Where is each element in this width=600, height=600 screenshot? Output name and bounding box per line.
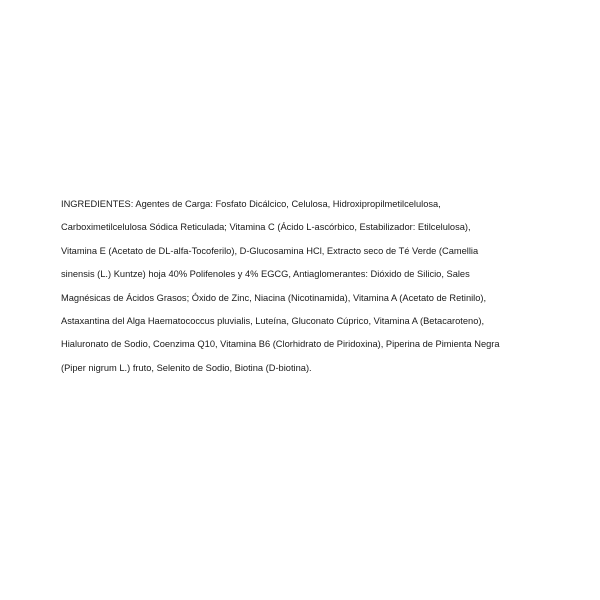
ingredients-line: Carboximetilcelulosa Sódica Reticulada; Vitamina C (Ácido L-ascórbico, Estabilizador: Etilcelulosa), (61, 222, 471, 233)
ingredients-line: Magnésicas de Ácidos Grasos; Óxido de Zinc, Niacina (Nicotinamida), Vitamina A (Acetato de Retinilo), (61, 292, 487, 303)
ingredients-line: (Piper nigrum L.) fruto, Selenito de Sodio, Biotina (D-biotina). (61, 362, 312, 373)
ingredients-line: sinensis (L.) Kuntze) hoja 40% Polifenoles y 4% EGCG, Antiaglomerantes: Dióxido de Silicio, Sales (61, 269, 470, 280)
ingredients-line: Astaxantina del Alga Haematococcus pluvialis, Luteína, Gluconato Cúprico, Vitamina A (Betacaroteno), (61, 316, 485, 327)
ingredients-line: INGREDIENTES: Agentes de Carga: Fosfato Dicálcico, Celulosa, Hidroxipropilmetilcelulosa, (61, 199, 441, 209)
ingredients-text (61, 193, 551, 380)
ingredients-line: Vitamina E (Acetato de DL-alfa-Tocoferilo), D-Glucosamina HCl, Extracto seco de Té Verde (Camellia (61, 245, 479, 256)
ingredients-line: Hialuronato de Sodio, Coenzima Q10, Vitamina B6 (Clorhidrato de Piridoxina), Piperina de Pimienta Negra (61, 339, 500, 350)
